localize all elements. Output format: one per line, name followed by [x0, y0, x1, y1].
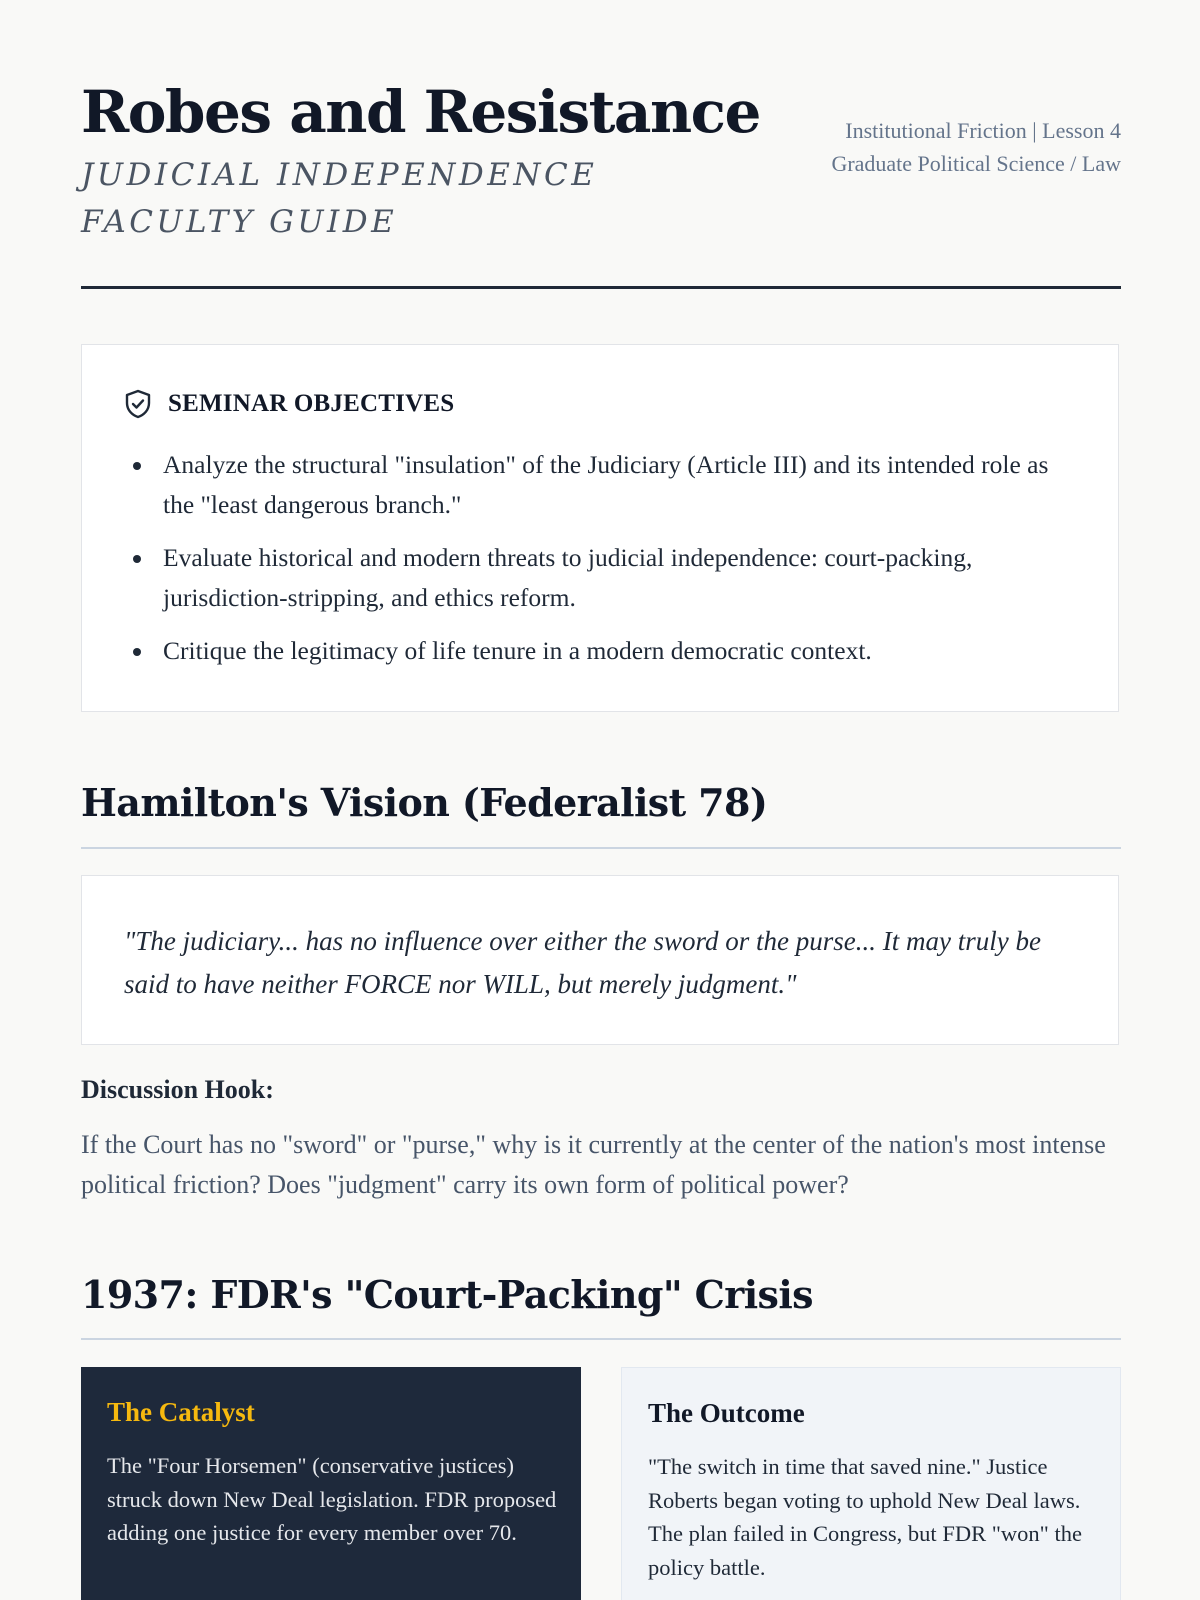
- list-item: [124, 538, 1054, 618]
- course-meta: [791, 114, 1121, 180]
- objective-text: Critique the legitimacy of life tenure in a modern democratic context.: [163, 636, 872, 665]
- outcome-card: [621, 1367, 1121, 1600]
- federalist-quote-box: [81, 875, 1119, 1045]
- catalyst-card: [81, 1367, 581, 1600]
- catalyst-body: The "Four Horsemen" (conservative justices) struck down New Deal legislation. FDR proposed adding one justice for every member over 70.: [107, 1453, 557, 1545]
- bullet-icon: [133, 648, 141, 656]
- bullet-icon: [133, 462, 141, 470]
- page-subtitle: JUDICIAL INDEPENDENCE FACULTY GUIDE: [81, 157, 598, 240]
- header-divider: [81, 286, 1121, 289]
- hamilton-section-heading: Hamilton's Vision (Federalist 78): [81, 780, 768, 825]
- shield-check-icon: [124, 389, 152, 419]
- objectives-list: [124, 445, 1054, 684]
- objectives-header: [124, 389, 454, 419]
- lesson-meta: Institutional Friction | Lesson 4: [845, 118, 1121, 143]
- outcome-title: The Outcome: [648, 1398, 805, 1428]
- program-meta: Graduate Political Science / Law: [831, 151, 1121, 176]
- catalyst-title: The Catalyst: [107, 1397, 255, 1427]
- fdr-section-heading: 1937: FDR's "Court-Packing" Crisis: [81, 1272, 813, 1317]
- seminar-objectives-card: [81, 344, 1119, 712]
- federalist-quote: "The judiciary... has no influence over either the sword or the purse... It may truly be said to have neither FORCE nor WILL, but merely judgment.": [124, 926, 1041, 999]
- objectives-title: SEMINAR OBJECTIVES: [168, 390, 455, 417]
- outcome-body: "The switch in time that saved nine." Justice Roberts began voting to uphold New Deal laws. The plan failed in Congress, but FDR "won" the policy battle.: [648, 1454, 1082, 1580]
- hamilton-section-divider: [81, 847, 1121, 849]
- bullet-icon: [133, 555, 141, 563]
- fdr-section-divider: [81, 1338, 1121, 1340]
- faculty-guide-page: [81, 0, 1121, 1580]
- objective-text: Analyze the structural "insulation" of the Judiciary (Article III) and its intended role as the "least dangerous branch.": [163, 450, 1049, 519]
- list-item: [124, 445, 1054, 525]
- discussion-hook-label: Discussion Hook:: [81, 1075, 274, 1104]
- objective-text: Evaluate historical and modern threats to judicial independence: court-packing, jurisdiction-stripping, and ethics reform.: [163, 543, 973, 612]
- page-title: Robes and Resistance: [81, 78, 760, 146]
- discussion-hook-text: If the Court has no "sword" or "purse," why is it currently at the center of the nation's most intense political friction? Does "judgment" carry its own form of political power?: [81, 1130, 1106, 1199]
- list-item: [124, 631, 1054, 671]
- page-header: [81, 0, 1121, 290]
